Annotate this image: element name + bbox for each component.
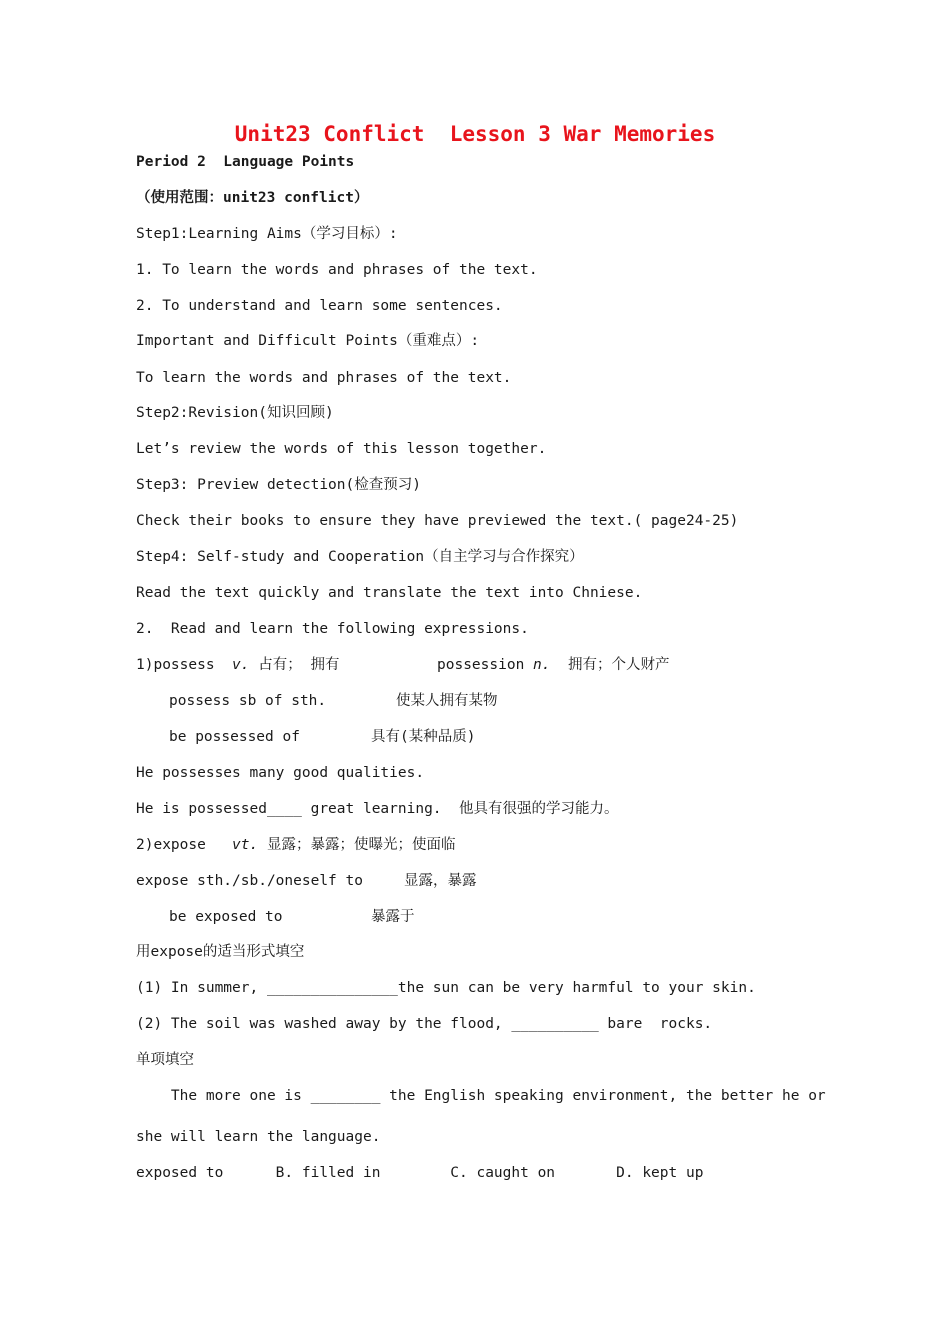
fill-in-title: 用expose的适当形式填空: [136, 944, 305, 960]
possess-phrase-2-meaning: 具有(某种品质): [371, 729, 476, 745]
possess-phrase-2: be possessed of: [169, 729, 300, 745]
expose-phrase-2: be exposed to: [169, 909, 283, 925]
multiple-choice-options: exposed to B. filled in C. caught on D. kept up: [136, 1165, 704, 1181]
possess-word: 1)possess: [136, 657, 233, 673]
step2-text: Let’s review the words of this lesson together.: [136, 441, 547, 457]
expose-pos: vt.: [232, 837, 259, 853]
fill-in-question-2: (2) The soil was washed away by the flood, __________ bare rocks.: [136, 1016, 713, 1032]
fill-in-question-1: (1) In summer, _______________the sun can be very harmful to your skin.: [136, 980, 756, 996]
possession-word: possession: [437, 657, 534, 673]
possess-pos: v.: [232, 657, 250, 673]
multiple-choice-title: 单项填空: [136, 1052, 194, 1068]
aim-1: 1. To learn the words and phrases of the text.: [136, 262, 538, 278]
aim-2: 2. To understand and learn some sentences.: [136, 298, 503, 314]
scope-note: （使用范围：unit23 conflict）: [136, 190, 369, 206]
multiple-choice-question-line-2: she will learn the language.: [136, 1129, 381, 1145]
period-heading: Period 2 Language Points: [136, 154, 355, 170]
expose-phrase-1-meaning: 显露，暴露: [404, 873, 477, 889]
item-2: 2. Read and learn the following expressions.: [136, 621, 529, 637]
possess-example-1: He possesses many good qualities.: [136, 765, 425, 781]
possess-entry: [136, 655, 339, 675]
possession-pos: n.: [533, 657, 551, 673]
step3-heading: Step3: Preview detection(检查预习): [136, 477, 421, 493]
possess-phrase-1: possess sb of sth.: [169, 693, 327, 709]
expose-phrase-1: expose sth./sb./oneself to: [136, 873, 363, 889]
possess-example-2: He is possessed____ great learning. 他具有很强的学习能力。: [136, 801, 619, 817]
step2-heading: Step2:Revision(知识回顾): [136, 405, 334, 421]
possess-phrase-1-meaning: 使某人拥有某物: [396, 693, 498, 709]
step3-text: Check their books to ensure they have previewed the text.( page24-25): [136, 513, 739, 529]
possession-meaning: 拥有；个人财产: [550, 657, 670, 673]
document-title: Unit23 Conflict Lesson 3 War Memories: [234, 122, 716, 146]
important-heading: Important and Difficult Points（重难点）:: [136, 333, 480, 349]
important-text: To learn the words and phrases of the text.: [136, 370, 512, 386]
step4-heading: Step4: Self-study and Cooperation（自主学习与合作探究）: [136, 549, 584, 565]
multiple-choice-question-line-1: The more one is ________ the English speaking environment, the better he or: [136, 1088, 826, 1104]
expose-phrase-2-meaning: 暴露于: [371, 909, 415, 925]
expose-word: 2)expose: [136, 837, 233, 853]
possess-meaning: 占有； 拥有: [249, 657, 340, 673]
step4-text: Read the text quickly and translate the text into Chniese.: [136, 585, 643, 601]
possession-entry: [437, 655, 669, 675]
expose-meaning: 显露；暴露；使曝光；使面临: [258, 837, 456, 853]
step1-heading: Step1:Learning Aims（学习目标）:: [136, 226, 398, 242]
expose-entry: [136, 835, 455, 855]
